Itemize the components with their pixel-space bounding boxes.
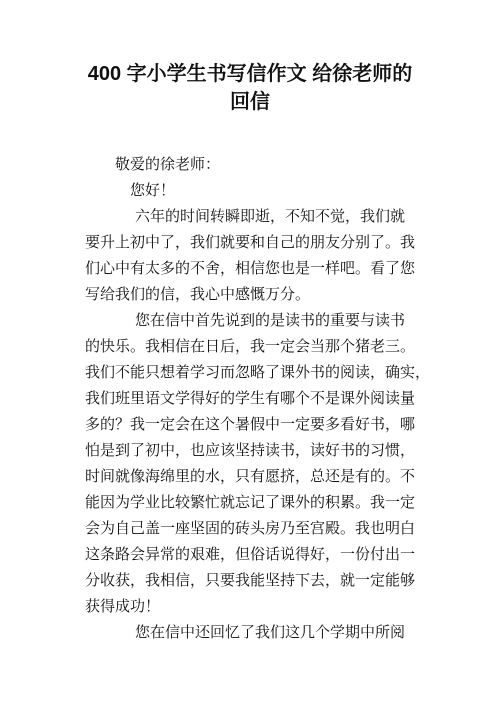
- paragraph-2-line-10: 这条路会异常的艰难，但俗话说得好，一份付出一: [85, 545, 416, 563]
- paragraph-1-line-3: 们心中有太多的不舍，相信您也是一样吧。看了您: [85, 259, 416, 277]
- paragraph-2-line-9: 会为自己盖一座坚固的砖头房乃至宫殿。我也明白: [85, 519, 416, 537]
- document-title: [40, 60, 460, 116]
- paragraph-1-line-1: 六年的时间转瞬即逝，不知不觉，我们就: [135, 207, 406, 225]
- paragraph-2-line-5: 多的？我一定会在这个暑假中一定要多看好书，哪: [85, 415, 416, 433]
- paragraph-2-line-8: 能因为学业比较繁忙就忘记了课外的积累。我一定: [85, 493, 416, 511]
- paragraph-2-line-6: 怕是到了初中，也应该坚持读书，读好书的习惯，: [85, 441, 416, 459]
- title-line: 400 字小学生书写信作文 给徐老师的: [87, 63, 413, 85]
- paragraph-2-line-11: 分收获，我相信，只要我能坚持下去，就一定能够: [85, 571, 416, 589]
- paragraph-2-line-7: 时间就像海绵里的水，只有愿挤，总还是有的。不: [85, 467, 416, 485]
- paragraph-2-line-4: 我们班里语文学得好的学生有哪个不是课外阅读量: [85, 389, 416, 407]
- paragraph-3-line-1: 您在信中还回忆了我们这几个学期中所阅: [135, 623, 406, 641]
- paragraph-2-line-1: 您在信中首先说到的是读书的重要与读书: [135, 311, 406, 329]
- paragraph-2-line-3: 我们不能只想着学习而忽略了课外书的阅读，确实，: [85, 363, 431, 381]
- letter-greeting: 您好！: [130, 181, 176, 199]
- letter-salutation: 敬爱的徐老师：: [115, 155, 221, 173]
- paragraph-2-line-12: 获得成功！: [85, 597, 161, 615]
- paragraph-2-line-2: 的快乐。我相信在日后，我一定会当那个猪老三。: [85, 337, 416, 355]
- paragraph-1-line-2: 要升上初中了，我们就要和自己的朋友分别了。我: [85, 233, 416, 251]
- paragraph-1-line-4: 写给我们的信，我心中感慨万分。: [85, 285, 311, 303]
- title-line: 回信: [230, 91, 270, 113]
